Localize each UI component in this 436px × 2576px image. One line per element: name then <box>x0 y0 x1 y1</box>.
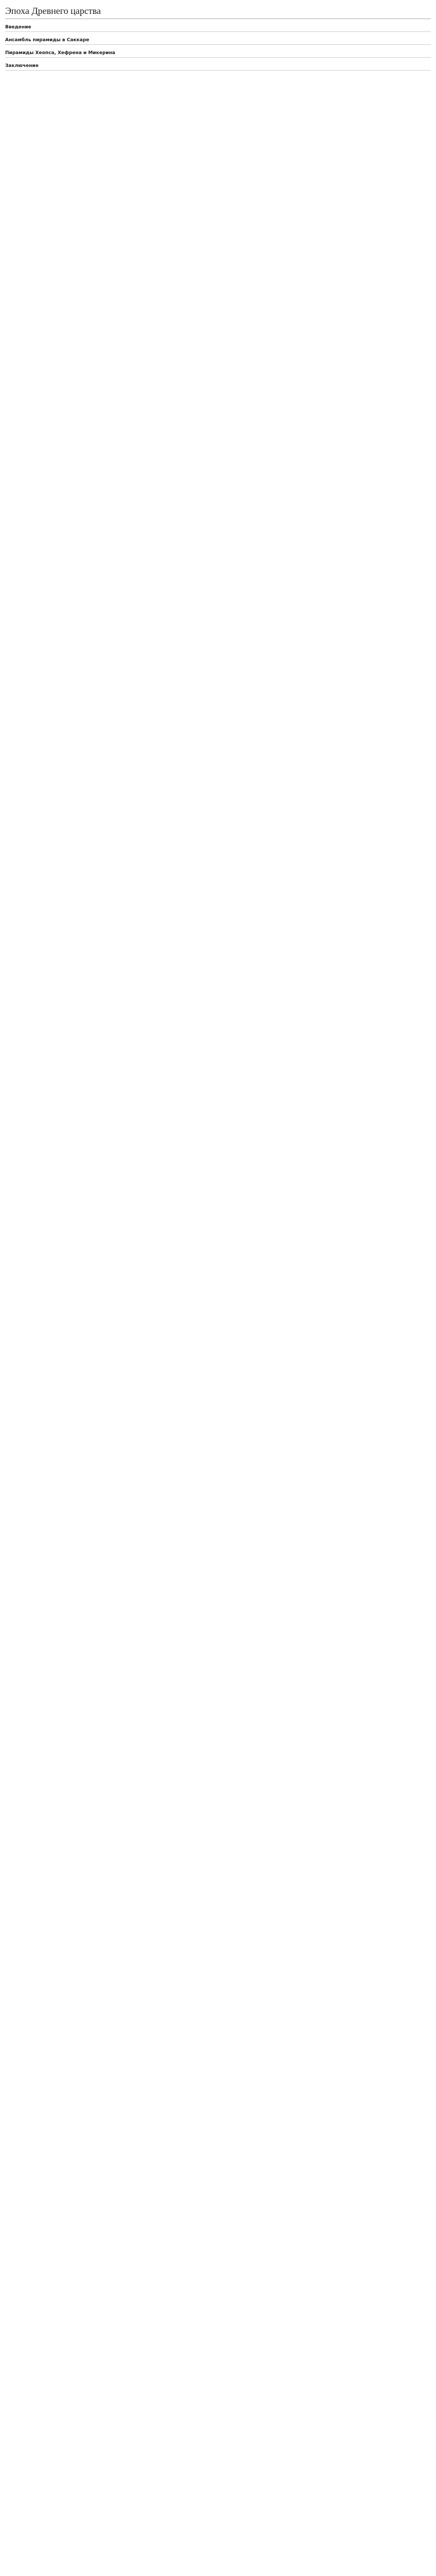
article-page <box>0 0 436 86</box>
section-heading: Заключение <box>5 63 431 71</box>
article-content <box>5 24 431 71</box>
page-title: Эпоха Древнего царства <box>5 5 431 19</box>
section-heading: Ансамбль пирамиды в Саккаре <box>5 37 431 45</box>
section-heading: Пирамиды Хеопса, Хефрена и Микерина <box>5 50 431 58</box>
section-heading: Введение <box>5 24 431 32</box>
